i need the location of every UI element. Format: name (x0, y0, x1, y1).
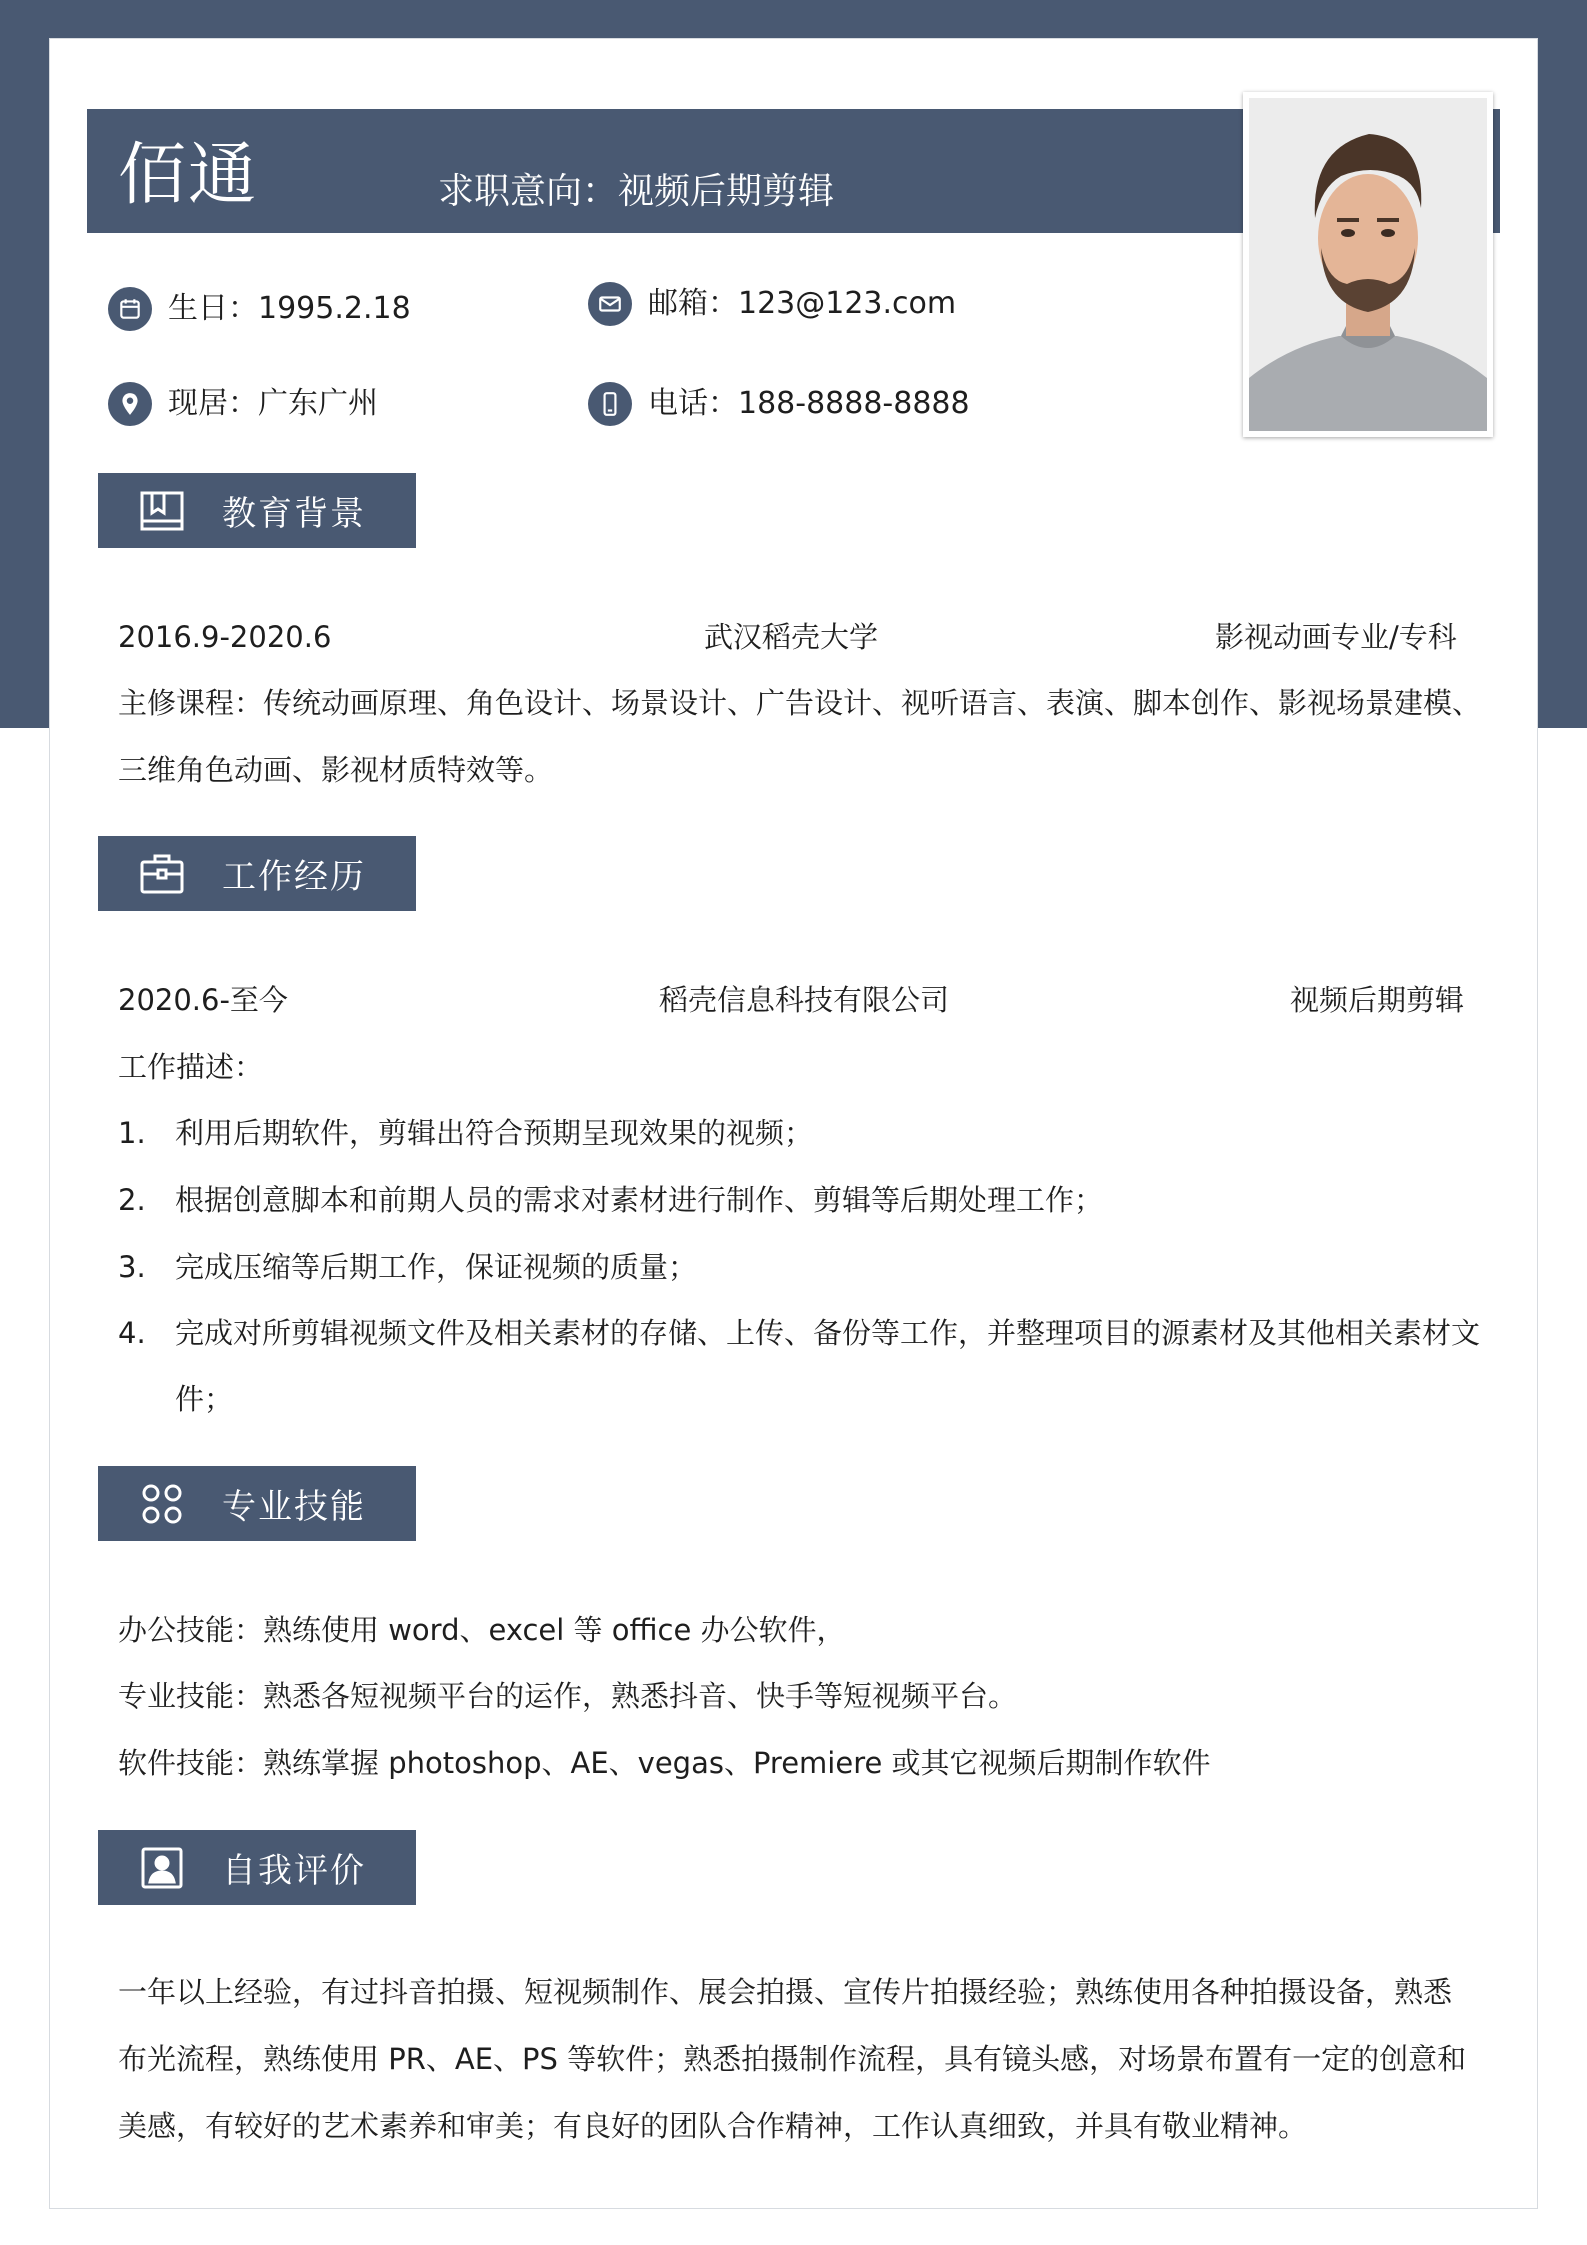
work-item-4-text: 完成对所剪辑视频文件及相关素材的存储、上传、备份等工作，并整理项目的源素材及其他相关素材文件； (175, 1316, 1481, 1416)
grid-icon (134, 1476, 190, 1532)
skill-line-professional: 专业技能：熟悉各短视频平台的运作，熟悉抖音、快手等短视频平台。 (118, 1679, 1018, 1713)
briefcase-icon (134, 846, 190, 902)
mail-icon (588, 282, 632, 326)
section-education-header (98, 473, 416, 548)
work-desc-label: 工作描述： (118, 1050, 264, 1084)
section-work-header (98, 836, 416, 911)
work-company: 稻壳信息科技有限公司 (659, 983, 950, 1017)
email-text: 邮箱：123@123.com (648, 286, 957, 321)
section-education-title: 教育背景 (222, 494, 366, 534)
work-item-2-num: 2. (118, 1183, 146, 1217)
section-self-title: 自我评价 (222, 1851, 366, 1891)
job-intent-value: 视频后期剪辑 (618, 171, 835, 212)
education-major: 影视动画专业/专科 (1215, 620, 1457, 654)
residence-row (108, 382, 378, 426)
phone-row (588, 382, 970, 426)
section-skills-header (98, 1466, 416, 1541)
work-period: 2020.6-至今 (118, 983, 288, 1017)
location-icon (108, 382, 152, 426)
skill-line-software: 软件技能：熟练掌握 photoshop、AE、vegas、Premiere 或其它视频后期制作软件 (118, 1746, 1211, 1780)
birthday-row (108, 287, 411, 331)
residence-text: 现居：广东广州 (168, 386, 378, 421)
skill-line-office: 办公技能：熟练使用 word、excel 等 office 办公软件， (118, 1613, 846, 1647)
work-position: 视频后期剪辑 (1290, 983, 1465, 1017)
phone-icon (588, 382, 632, 426)
section-self-header (98, 1830, 416, 1905)
education-courses-line1: 主修课程：传统动画原理、角色设计、场景设计、广告设计、视听语言、表演、脚本创作、影视场景建模、 (118, 686, 1482, 720)
profile-photo (1243, 92, 1493, 437)
birthday-text: 生日：1995.2.18 (168, 291, 411, 326)
education-school: 武汉稻壳大学 (704, 620, 879, 654)
work-item-3-num: 3. (118, 1250, 146, 1284)
work-item-2-text: 根据创意脚本和前期人员的需求对素材进行制作、剪辑等后期处理工作； (175, 1183, 1104, 1217)
work-item-1-num: 1. (118, 1116, 146, 1150)
phone-text: 电话：188-8888-8888 (648, 386, 970, 421)
work-item-3-text: 完成压缩等后期工作，保证视频的质量； (175, 1250, 698, 1284)
section-skills-title: 专业技能 (222, 1487, 366, 1527)
job-intent-label: 求职意向： (438, 171, 619, 212)
calendar-icon (108, 287, 152, 331)
candidate-name: 佰通 (118, 136, 259, 215)
work-item-1-text: 利用后期软件，剪辑出符合预期呈现效果的视频； (175, 1116, 814, 1150)
self-evaluation-text: 一年以上经验，有过抖音拍摄、短视频制作、展会拍摄、宣传片拍摄经验；熟练使用各种拍摄设备，熟悉布光流程，熟练使用 PR、AE、PS 等软件；熟悉拍摄制作流程，具有镜头感，对场景布置有一定的创意和美感，有较好的艺术素养和审美；有良好的团队合作精神，工作认真细致，并具有敬业精神。 (118, 1975, 1467, 2143)
book-icon (134, 483, 190, 539)
section-work-title: 工作经历 (222, 857, 366, 897)
job-intent (438, 168, 834, 216)
education-courses-line2: 三维角色动画、影视材质特效等。 (118, 753, 554, 787)
work-item-4-num: 4. (118, 1316, 146, 1350)
education-period: 2016.9-2020.6 (118, 620, 332, 654)
portrait-icon (134, 1840, 190, 1896)
email-row (588, 282, 956, 326)
